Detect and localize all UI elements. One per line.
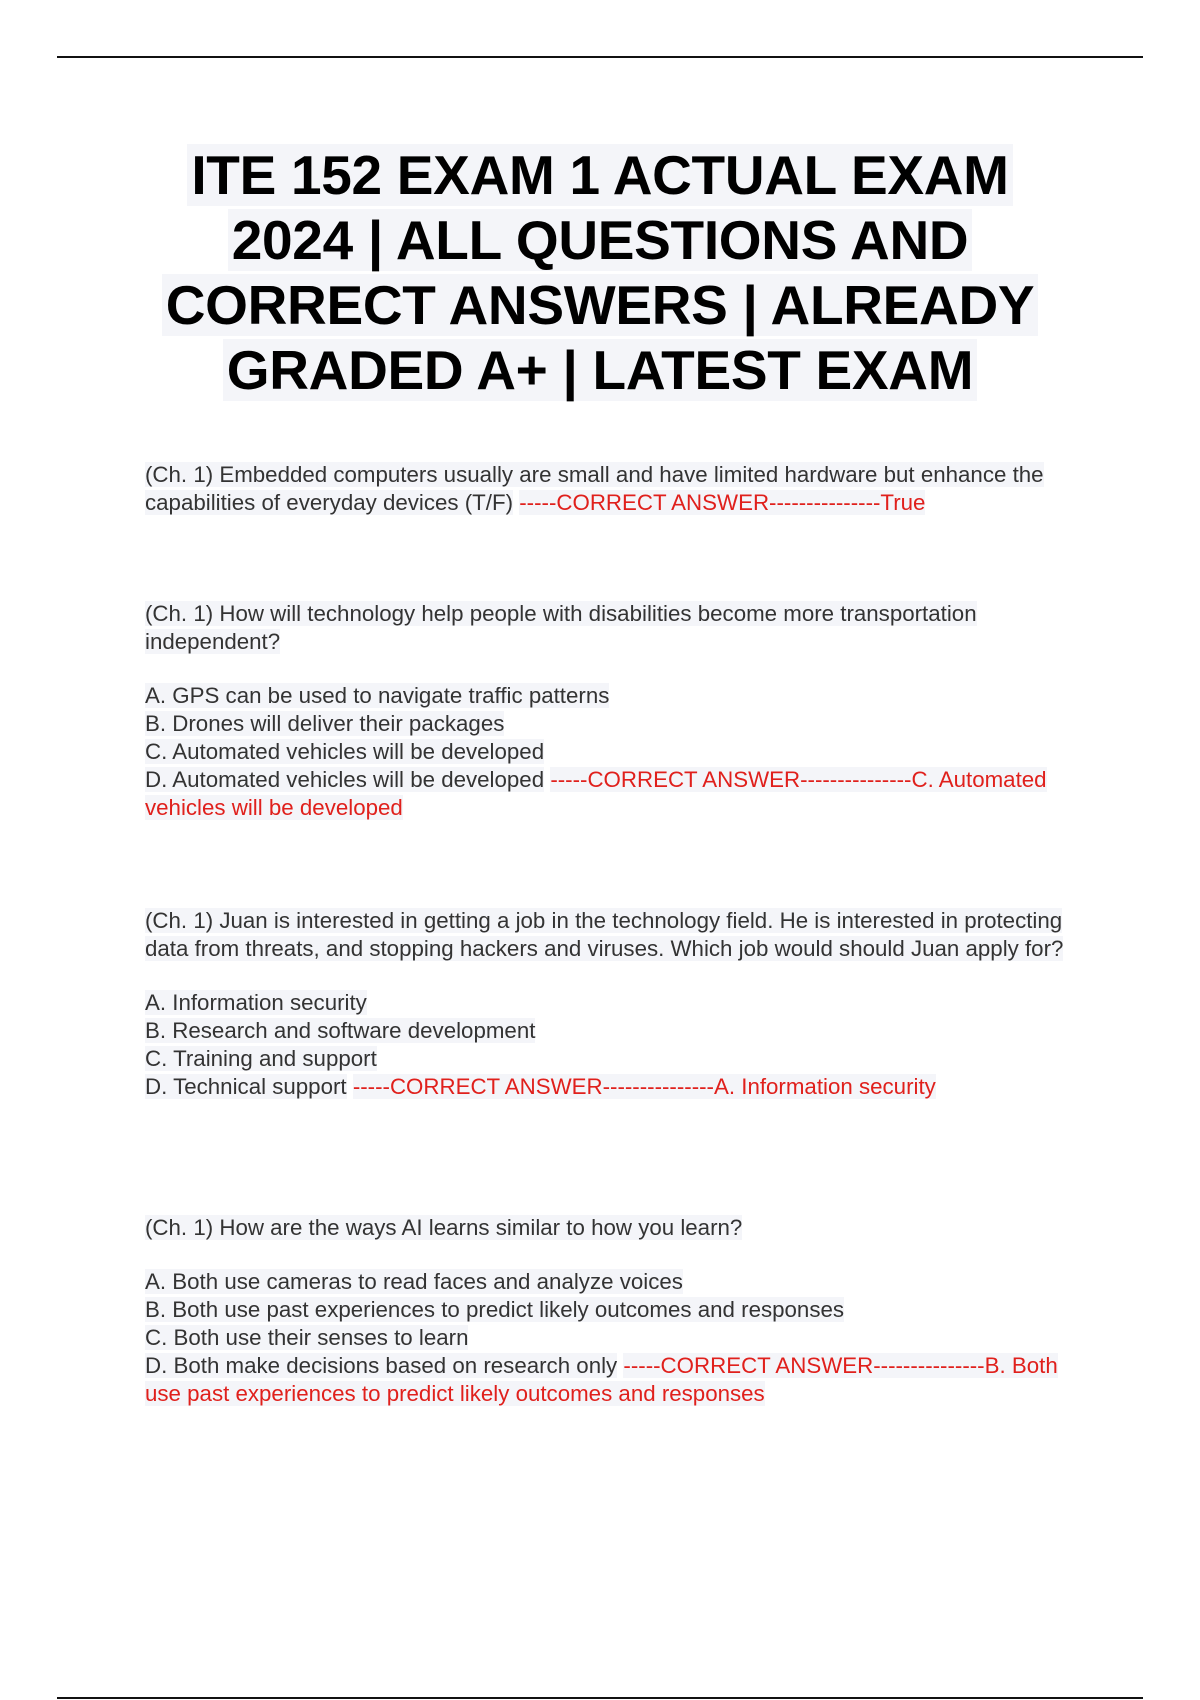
title-line: GRADED A+ | LATEST EXAM — [223, 339, 977, 401]
option-a: A. Information security — [145, 990, 367, 1015]
question-text: (Ch. 1) Embedded computers usually are small and have limited hardware but enhance the capabilities of everyday devices (T/F) — [145, 462, 1044, 515]
option-d: D. Automated vehicles will be developed — [145, 767, 545, 792]
question-block-2 — [145, 600, 1085, 822]
options-list — [145, 682, 1085, 822]
options-list — [145, 1268, 1085, 1408]
option-c: C. Training and support — [145, 1046, 377, 1071]
document-title — [150, 143, 1050, 403]
option-b: B. Research and software development — [145, 1018, 536, 1043]
option-a: A. Both use cameras to read faces and analyze voices — [145, 1269, 683, 1294]
title-line: ITE 152 EXAM 1 ACTUAL EXAM — [187, 144, 1012, 206]
correct-answer: -----CORRECT ANSWER---------------B. Both use past experiences to predict likely outcomes and responses — [145, 1353, 1058, 1406]
question-text: (Ch. 1) How will technology help people with disabilities become more transportation independent? — [145, 601, 977, 654]
correct-answer: -----CORRECT ANSWER---------------C. Automated vehicles will be developed — [145, 767, 1047, 820]
options-list — [145, 989, 1085, 1101]
correct-answer: -----CORRECT ANSWER---------------True — [519, 490, 926, 515]
option-a: A. GPS can be used to navigate traffic patterns — [145, 683, 610, 708]
title-line: 2024 | ALL QUESTIONS AND — [228, 209, 973, 271]
option-c: C. Automated vehicles will be developed — [145, 739, 545, 764]
question-block-1 — [145, 461, 1085, 517]
bottom-divider — [57, 1697, 1143, 1699]
top-divider — [57, 56, 1143, 58]
option-d: D. Both make decisions based on research only — [145, 1353, 618, 1378]
question-text: (Ch. 1) Juan is interested in getting a job in the technology field. He is interested in protecting data from threats, and stopping hackers and viruses. Which job would should Juan apply for? — [145, 908, 1064, 961]
correct-answer: -----CORRECT ANSWER---------------A. Information security — [352, 1074, 936, 1099]
option-c: C. Both use their senses to learn — [145, 1325, 469, 1350]
option-d: D. Technical support — [145, 1074, 347, 1099]
question-block-4 — [145, 1214, 1085, 1408]
question-text: (Ch. 1) How are the ways AI learns similar to how you learn? — [145, 1215, 743, 1240]
option-b: B. Drones will deliver their packages — [145, 711, 505, 736]
title-line: CORRECT ANSWERS | ALREADY — [162, 274, 1039, 336]
question-block-3 — [145, 907, 1085, 1101]
option-b: B. Both use past experiences to predict likely outcomes and responses — [145, 1297, 845, 1322]
